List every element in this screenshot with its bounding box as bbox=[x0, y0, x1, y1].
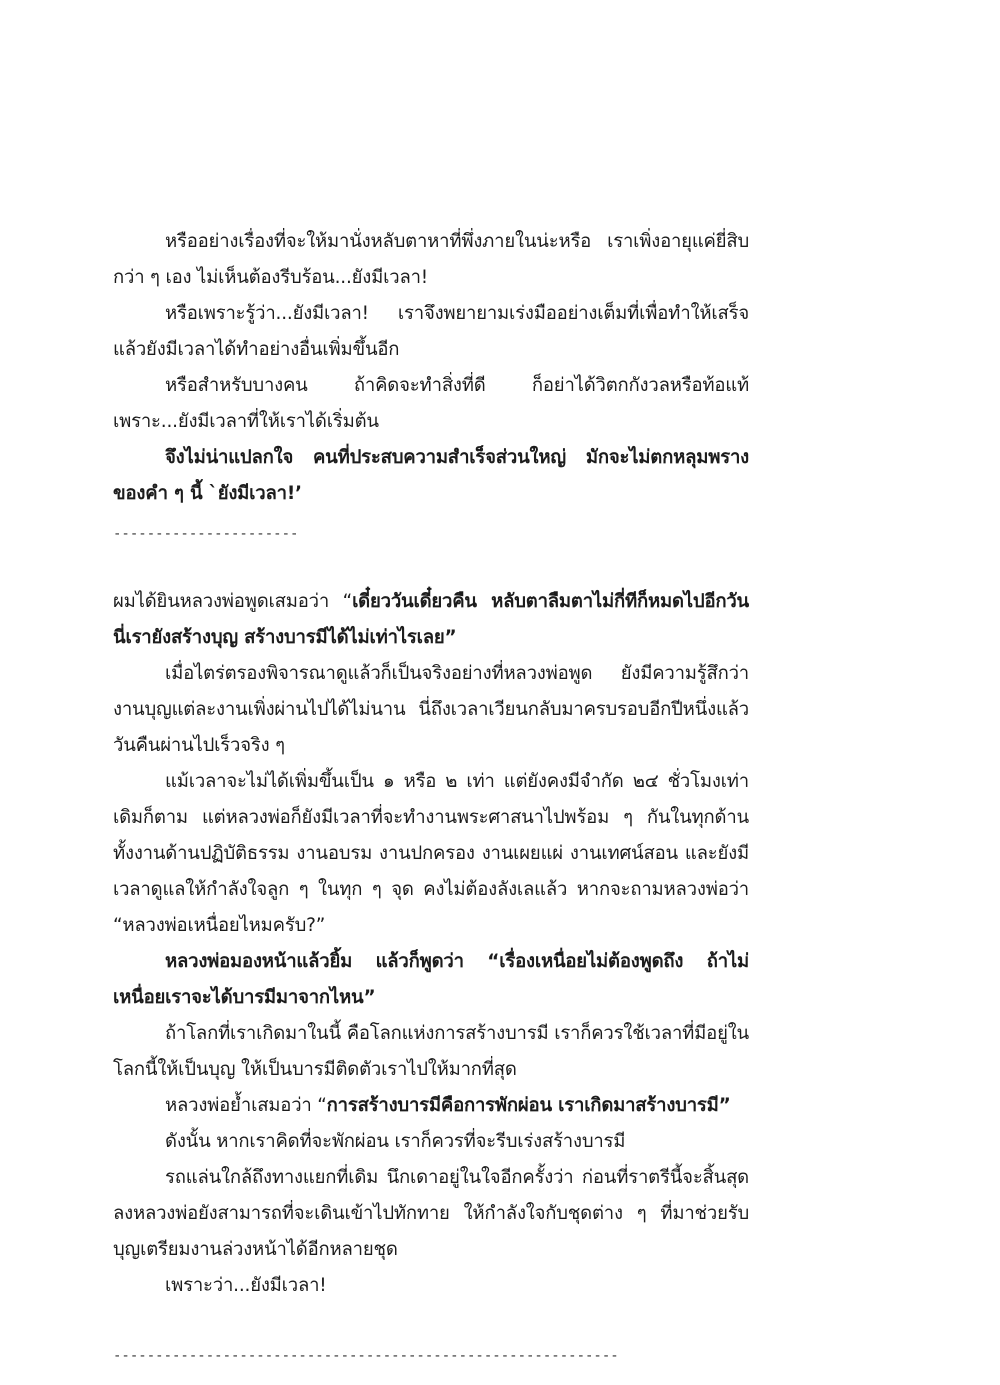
paragraph-4-bold: จึงไม่น่าแปลกใจ คนที่ประสบความสำเร็จส่วนใหญ่ มักจะไม่ตกหลุมพรางของคำ ๆ นี้ `ยังมีเวลา!’ bbox=[113, 447, 749, 504]
paragraph-5-quote: เดี๋ยววันเดี๋ยวคืน หลับตาลืมตาไม่กี่ทีก็หมดไปอีกวัน นี่เรายังสร้างบุญ สร้างบารมีได้ไม่เท่าไรเลย” bbox=[113, 591, 749, 648]
paragraph-11: ดังนั้น หากเราคิดที่จะพักผ่อน เราก็ควรที่จะรีบเร่งสร้างบารมี bbox=[165, 1131, 626, 1152]
paragraph-5 bbox=[113, 584, 749, 656]
paragraph-13: เพราะว่า...ยังมีเวลา! bbox=[165, 1275, 327, 1296]
paragraph-10-quote: การสร้างบารมีคือการพักผ่อน เราเกิดมาสร้างบารมี” bbox=[326, 1095, 731, 1116]
separator-short: ---------------------- bbox=[113, 526, 299, 542]
paragraph-10-plain: หลวงพ่อย้ำเสมอว่า “ bbox=[165, 1095, 327, 1116]
paragraph-2: หรือเพราะรู้ว่า...ยังมีเวลา! เราจึงพยายามเร่งมืออย่างเต็มที่เพื่อทำให้เสร็จ แล้วยังมีเวลาได้ทำอย่างอื่นเพิ่มขึ้นอีก bbox=[113, 303, 749, 360]
paragraph-9: ถ้าโลกที่เราเกิดมาในนี้ คือโลกแห่งการสร้างบารมี เราก็ควรใช้เวลาที่มีอยู่ในโลกนี้ให้เป็นบุญ ให้เป็นบารมีติดตัวเราไปให้มากที่สุด bbox=[113, 1023, 749, 1080]
paragraph-8-bold: หลวงพ่อมองหน้าแล้วยิ้ม แล้วก็พูดว่า “เรื่องเหนื่อยไม่ต้องพูดถึง ถ้าไม่เหนื่อยเราจะได้บารมีมาจากไหน” bbox=[113, 951, 749, 1008]
paragraph-1: หรืออย่างเรื่องที่จะให้มานั่งหลับตาหาที่พึ่งภายในน่ะหรือ เราเพิ่งอายุแค่ยี่สิบกว่า ๆ เอง ไม่เห็นต้องรีบร้อน...ยังมีเวลา! bbox=[113, 231, 749, 288]
document-page bbox=[113, 0, 749, 1385]
paragraph-12: รถแล่นใกล้ถึงทางแยกที่เดิม นึกเดาอยู่ในใจอีกครั้งว่า ก่อนที่ราตรีนี้จะสิ้นสุดลงหลวงพ่อยังสามารถที่จะเดินเข้าไปทักทาย ให้กำลังใจกับชุดต่าง ๆ ที่มาช่วยรับบุญเตรียมงานล่วงหน้าได้อีกหลายชุด bbox=[113, 1167, 749, 1260]
paragraph-5-plain: ผมได้ยินหลวงพ่อพูดเสมอว่า “ bbox=[113, 591, 353, 612]
separator-long: ------------------------------------------------------------ bbox=[113, 1348, 619, 1364]
paragraph-3: หรือสำหรับบางคน ถ้าคิดจะทำสิ่งที่ดี ก็อย่าได้วิตกกังวลหรือท้อแท้ เพราะ...ยังมีเวลาที่ให้เราได้เริ่มต้น bbox=[113, 375, 749, 432]
paragraph-6: เมื่อไตร่ตรองพิจารณาดูแล้วก็เป็นจริงอย่างที่หลวงพ่อพูด ยังมีความรู้สึกว่างานบุญแต่ละงานเพิ่งผ่านไปได้ไม่นาน นี่ถึงเวลาเวียนกลับมาครบรอบอีกปีหนึ่งแล้ว วันคืนผ่านไปเร็วจริง ๆ bbox=[113, 663, 749, 756]
paragraph-10 bbox=[113, 1088, 749, 1124]
paragraph-7: แม้เวลาจะไม่ได้เพิ่มขึ้นเป็น ๑ หรือ ๒ เท่า แต่ยังคงมีจำกัด ๒๔ ชั่วโมงเท่าเดิมก็ตาม แต่หลวงพ่อก็ยังมีเวลาที่จะทำงานพระศาสนาไปพร้อม ๆ กันในทุกด้าน ทั้งงานด้านปฏิบัติธรรม งานอบรม งานปกครอง งานเผยแผ่ งานเทศน์สอน และยังมีเวลาดูแลให้กำลังใจลูก ๆ ในทุก ๆ จุด คงไม่ต้องลังเลแล้ว หากจะถามหลวงพ่อว่า “หลวงพ่อเหนื่อยไหมครับ?” bbox=[113, 771, 749, 936]
